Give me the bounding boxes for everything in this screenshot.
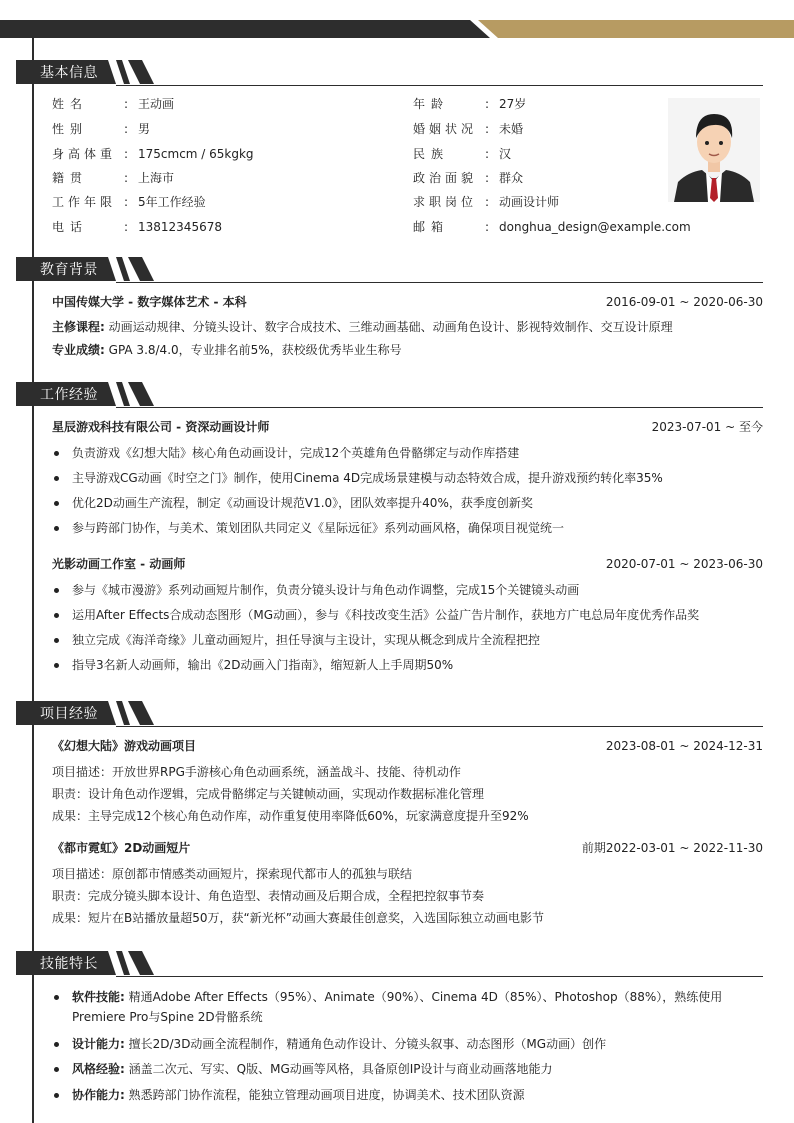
section-title-skills: 技能特长 bbox=[40, 956, 98, 972]
section-header-project bbox=[16, 699, 763, 727]
list-item: 运用After Effects合成动态图形（MG动画），参与《科技改变生活》公益广告片制作，获地方广电总局年度优秀作品奖 bbox=[52, 605, 762, 625]
skill-item: 协作能力: 熟悉跨部门协作流程，能独立管理动画项目进度，协调美术、技术团队资源 bbox=[52, 1085, 762, 1105]
avatar bbox=[668, 98, 760, 202]
section-header-work bbox=[16, 380, 763, 408]
project-line: 项目描述：原创都市情感类动画短片，探索现代都市人的孤独与联结 bbox=[52, 867, 413, 881]
list-item: 指导3名新人动画师，输出《2D动画入门指南》，缩短新人上手周期50% bbox=[52, 655, 762, 675]
education-school: 中国传媒大学 - 数字媒体艺术 - 本科 bbox=[52, 295, 247, 309]
info-row-political: 政治面貌 : 群众 bbox=[413, 171, 524, 185]
section-title-project: 项目经验 bbox=[40, 706, 98, 722]
list-item: 参与跨部门协作，与美术、策划团队共同定义《星际远征》系列动画风格，确保项目视觉统一 bbox=[52, 518, 762, 538]
profile-photo bbox=[668, 98, 760, 202]
work-title-2: 光影动画工作室 - 动画师 bbox=[52, 557, 186, 571]
project-title-2: 《都市霓虹》2D动画短片 bbox=[52, 841, 191, 855]
info-row-height-weight: 身高体重 : 175cmcm / 65kgkg bbox=[52, 147, 254, 161]
info-row-marital: 婚姻状况 : 未婚 bbox=[413, 122, 524, 136]
info-row-ethnicity: 民族 : 汉 bbox=[413, 147, 512, 161]
list-item: 负责游戏《幻想大陆》核心角色动画设计，完成12个英雄角色骨骼绑定与动作库搭建 bbox=[52, 443, 762, 463]
project-line: 成果：短片在B站播放量超50万，获“新光杯”动画大赛最佳创意奖，入选国际独立动画电影节 bbox=[52, 911, 544, 925]
project-title-1: 《幻想大陆》游戏动画项目 bbox=[52, 739, 197, 753]
info-row-email: 邮箱 : donghua_design@example.com bbox=[413, 220, 691, 234]
section-title-basic: 基本信息 bbox=[40, 65, 98, 81]
section-title-work: 工作经验 bbox=[40, 387, 98, 403]
top-bar-gold bbox=[478, 20, 794, 38]
list-item: 独立完成《海洋奇缘》儿童动画短片，担任导演与主设计，实现从概念到成片全流程把控 bbox=[52, 630, 762, 650]
list-item: 参与《城市漫游》系列动画短片制作，负责分镜头设计与角色动作调整，完成15个关键镜头动画 bbox=[52, 580, 762, 600]
info-row-hometown: 籍贯 : 上海市 bbox=[52, 171, 175, 185]
education-grades: 专业成绩: GPA 3.8/4.0，专业排名前5%，获校级优秀毕业生称号 bbox=[52, 343, 402, 357]
project-line: 职责：完成分镜头脚本设计、角色造型、表情动画及后期合成，全程把控叙事节奏 bbox=[52, 889, 485, 903]
work-dates-1: 2023-07-01 ~ 至今 bbox=[651, 420, 763, 434]
education-courses: 主修课程: 动画运动规律、分镜头设计、数字合成技术、三维动画基础、动画角色设计、影视特效制作、交互设计原理 bbox=[52, 320, 673, 334]
info-row-name: 姓名 : 王动画 bbox=[52, 97, 175, 111]
project-dates-2: 前期2022-03-01 ~ 2022-11-30 bbox=[581, 841, 763, 855]
skill-item: 风格经验: 涵盖二次元、写实、Q版、MG动画等风格，具备原创IP设计与商业动画落地能力 bbox=[52, 1059, 762, 1079]
list-item: 主导游戏CG动画《时空之门》制作，使用Cinema 4D完成场景建模与动态特效合成，提升游戏预约转化率35% bbox=[52, 468, 762, 488]
project-line: 成果：主导完成12个核心角色动作库，动作重复使用率降低60%，玩家满意度提升至92% bbox=[52, 809, 529, 823]
work-title-1: 星辰游戏科技有限公司 - 资深动画设计师 bbox=[52, 420, 270, 434]
top-bar-dark bbox=[0, 20, 490, 38]
project-line: 项目描述：开放世界RPG手游核心角色动画系统，涵盖战斗、技能、待机动作 bbox=[52, 765, 461, 779]
skill-item: 设计能力: 擅长2D/3D动画全流程制作，精通角色动作设计、分镜头叙事、动态图形（MG动画）创作 bbox=[52, 1034, 762, 1054]
info-row-phone: 电话 : 13812345678 bbox=[52, 220, 222, 234]
skill-item: 软件技能: 精通Adobe After Effects（95%）、Animate（90%）、Cinema 4D（85%）、Photoshop（88%），熟练使用 Premiere Pro与Spine 2D骨骼系统 bbox=[52, 987, 762, 1027]
education-dates: 2016-09-01 ~ 2020-06-30 bbox=[605, 295, 763, 309]
section-header-basic bbox=[16, 58, 763, 86]
project-line: 职责：设计角色动作逻辑，完成骨骼绑定与关键帧动画，实现动作数据标准化管理 bbox=[52, 787, 485, 801]
info-row-gender: 性别 : 男 bbox=[52, 122, 151, 136]
section-header-skills bbox=[16, 949, 763, 977]
info-row-age: 年龄 : 27岁 bbox=[413, 97, 527, 111]
info-row-position: 求职岗位 : 动画设计师 bbox=[413, 195, 560, 209]
top-decor-bar bbox=[0, 20, 794, 38]
list-item: 优化2D动画生产流程，制定《动画设计规范V1.0》，团队效率提升40%，获季度创新奖 bbox=[52, 493, 762, 513]
section-title-education: 教育背景 bbox=[40, 262, 98, 278]
info-row-experience: 工作年限 : 5年工作经验 bbox=[52, 195, 206, 209]
project-dates-1: 2023-08-01 ~ 2024-12-31 bbox=[605, 739, 763, 753]
work-dates-2: 2020-07-01 ~ 2023-06-30 bbox=[605, 557, 763, 571]
section-header-education bbox=[16, 255, 763, 283]
